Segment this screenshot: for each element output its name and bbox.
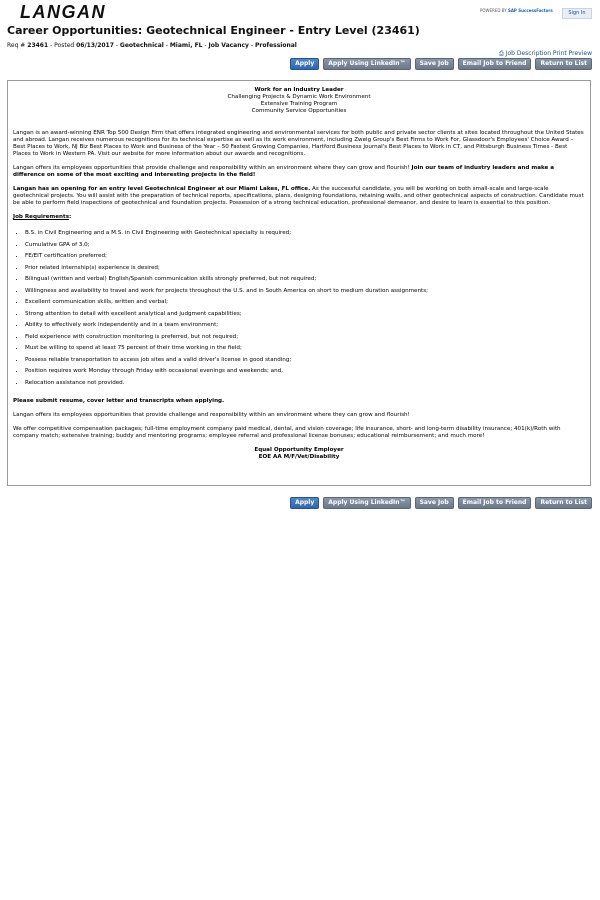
list-item: • Position requires work Monday through Friday with occasional evenings and weekends; and, [25, 368, 585, 375]
list-item: • Ability to effectively work independently and in a team environment; [25, 322, 585, 329]
meta-separator: - [165, 42, 168, 49]
meta-separator: - [250, 42, 254, 49]
return-to-list-button[interactable]: Return to List [535, 497, 592, 509]
opening-text: As the successful candidate, you will be working on both small-scale and large-scale geotechnical projects. You will assist with the preparation of technical reports, specifications, plans, designing foundations, retaining walls, and other geotechnical aspects of construction. Candidate must be able to perform field inspections of geotechnical and foundation projects. Possession of a strong technical education, professional demeanor, and desire to learn is essential to this position. [13, 186, 584, 206]
print-icon: ⎙ [498, 50, 504, 57]
page-title: Career Opportunities: Geotechnical Engineer - Entry Level (23461) [7, 24, 420, 37]
powered-by [480, 8, 553, 13]
job-meta [7, 42, 297, 49]
benefits-paragraph: We offer competitive compensation packages; full-time employment company paid medical, dental, and vision coverage; life insurance, short- and long-term disability insurance; 401(k)/Roth with company match; extensive training; buddy and mentoring programs; employee referral and professional license bonuses; educational reimbursement; and much more! [13, 425, 561, 439]
opening-paragraph [13, 186, 585, 207]
posted-date: 06/13/2017 [76, 42, 114, 49]
sign-in-button[interactable]: Sign In [562, 8, 592, 19]
list-item: • Excellent communication skills, written and verbal; [25, 299, 585, 306]
page-header [0, 0, 600, 22]
save-job-button[interactable]: Save Job [415, 497, 454, 509]
action-toolbar-top [290, 58, 592, 70]
list-item: • Must be willing to spend at least 75 percent of their time working in the field; [25, 345, 585, 352]
requirements-colon: : [69, 214, 72, 220]
save-job-button[interactable]: Save Job [415, 58, 454, 70]
list-item: • Prior related internship(s) experience is desired; [25, 265, 585, 272]
description-header [13, 87, 585, 115]
offers-text: Langan offers its employees opportunities that provide challenge and responsibility within an environment where they can grow and flourish! [13, 165, 410, 171]
requirements-title: Job Requirements [13, 214, 70, 220]
list-item: • Possess reliable transportation to access job sites and a valid driver's license in good standing; [25, 357, 585, 364]
job-type: Job Vacancy [208, 42, 249, 49]
posted-label: - Posted [50, 42, 75, 49]
list-item: • Willingness and availability to travel and work for projects throughout the U.S. and in South America on short to medium duration assignments; [25, 288, 585, 295]
job-location: Miami, FL [169, 42, 203, 49]
req-label: Req # [7, 42, 26, 49]
headline: Work for an Industry Leader [254, 87, 344, 93]
langan-logo[interactable]: LANGAN [20, 2, 106, 22]
intro-paragraph: Langan is an award-winning ENR Top 500 Design Firm that offers integrated engineering and environmental services for both public and private sector clients at sites located throughout the United States and abroad. Langan receives numerous recognitions for its technical expertise as well as its work environment, including Zweig Group's Best Firms to Work For, Glassdoor's Employees' Choice Award – Best Places to Work, NJ Biz Best Places to Work and Business of the Year – 50 Fastest Growing Companies, Hartford Business Journal's Best Places to Work in CT, and Pittsburgh Business Times - Best Places to Work in Western PA. Visit our website for more information about our awards and recognitions. [13, 130, 584, 157]
list-item: • Bilingual (written and verbal) English/Spanish communication skills strongly preferred, but not required; [25, 276, 585, 283]
eeo-line: EOE AA M/F/Vet/Disability [258, 453, 340, 460]
tagline: Challenging Projects & Dynamic Work Environment [227, 94, 371, 100]
offers-bold: Join our team of industry leaders and make a difference on some of the most exciting and interesting projects in the field! [13, 165, 555, 178]
return-to-list-button[interactable]: Return to List [535, 58, 592, 70]
eeo-line: Equal Opportunity Employer [254, 446, 344, 453]
offers-paragraph [13, 165, 585, 179]
email-job-button[interactable]: Email Job to Friend [458, 497, 532, 509]
eeo-statement [13, 447, 585, 461]
list-item: • FE/EIT certification preferred; [25, 253, 585, 260]
meta-separator: - [115, 42, 118, 49]
tagline: Extensive Training Program [260, 101, 338, 107]
list-item: • B.S. in Civil Engineering and a M.S. in Civil Engineering with Geotechnical specialty is required; [25, 230, 585, 237]
list-item: • Cumulative GPA of 3.0; [25, 242, 585, 249]
job-description [7, 80, 591, 486]
requirements-list [13, 230, 585, 387]
print-preview-label: Job Description Print Preview [505, 50, 592, 57]
print-preview-link[interactable] [499, 50, 592, 58]
opening-bold: Langan has an opening for an entry level Geotechnical Engineer at our Miami Lakes, FL office. [13, 186, 311, 192]
job-level: Professional [254, 42, 297, 49]
action-toolbar-bottom [290, 497, 592, 509]
requirements-heading [13, 214, 585, 221]
sap-successfactors-logo: SAP SuccessFactors [507, 8, 553, 13]
apply-button[interactable]: Apply [290, 497, 319, 509]
apply-linkedin-button[interactable]: Apply Using LinkedIn™ [323, 497, 410, 509]
req-number: 23461 [27, 42, 49, 49]
tagline: Community Service Opportunities [251, 108, 347, 114]
powered-by-label: POWERED BY [480, 8, 507, 13]
offers-repeat: Langan offers its employees opportunities that provide challenge and responsibility within an environment where they can grow and flourish! [13, 411, 410, 418]
list-item: • Field experience with construction monitoring is preferred, but not required; [25, 334, 585, 341]
email-job-button[interactable]: Email Job to Friend [458, 58, 532, 70]
submit-instructions: Please submit resume, cover letter and transcripts when applying. [13, 397, 225, 404]
list-item: • Strong attention to detail with excellent analytical and judgment capabilities; [25, 311, 585, 318]
apply-button[interactable]: Apply [290, 58, 319, 70]
apply-linkedin-button[interactable]: Apply Using LinkedIn™ [323, 58, 410, 70]
list-item: • Relocation assistance not provided. [25, 380, 585, 387]
meta-separator: - [204, 42, 207, 49]
job-category: Geotechnical [119, 42, 164, 49]
